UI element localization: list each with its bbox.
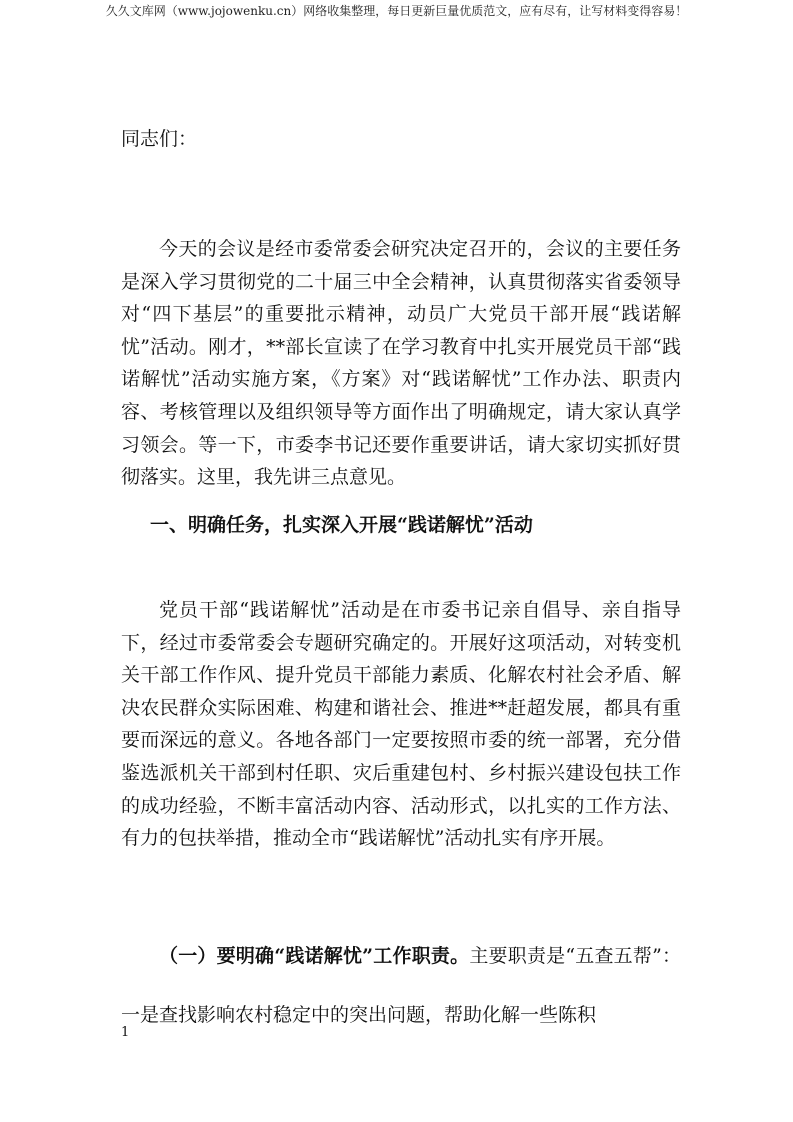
section-heading-1: 一、明确任务，扎实深入开展“践诺解忧”活动 bbox=[150, 514, 533, 536]
salutation: 同志们： bbox=[121, 128, 198, 150]
subsection-body: 主要职责是“五查五帮”：一是查找影响农村稳定中的突出问题，帮助化解一些陈积 bbox=[121, 945, 681, 1026]
subsection-paragraph bbox=[121, 927, 681, 1045]
subsection-title: （一）要明确“践诺解忧”工作职责。 bbox=[159, 945, 470, 967]
page-number: 1 bbox=[121, 1025, 130, 1040]
document-header: 久久文库网（www.jojowenku.cn）网络收集整理，每日更新巨量优质范文，应有尽有，让写材料变得容易！ bbox=[105, 4, 688, 18]
section1-paragraph: 党员干部“践诺解忧”活动是在市委书记亲自倡导、亲自指导下，经过市委常委会专题研究确定的。开展好这项活动，对转变机关干部工作作风、提升党员干部能力素质、化解农村社会矛盾、解决农民群众实际困难、构建和谐社会、推进**赶超发展，都具有重要而深远的意义。各地各部门一定要按照市委的统一部署，充分借鉴选派机关干部到村任职、灾后重建包村、乡村振兴建设包扶工作的成功经验，不断丰富活动内容、活动形式，以扎实的工作方法、有力的包扶举措，推动全市“践诺解忧”活动扎实有序开展。 bbox=[121, 599, 681, 850]
intro-paragraph: 今天的会议是经市委常委会研究决定召开的，会议的主要任务是深入学习贯彻党的二十届三中全会精神，认真贯彻落实省委领导对“四下基层”的重要批示精神，动员广大党员干部开展“践诺解忧”活动。刚才，**部长宣读了在学习教育中扎实开展党员干部“践诺解忧”活动实施方案，《方案》对“践诺解忧”工作办法、职责内容、考核管理以及组织领导等方面作出了明确规定，请大家认真学习领会。等一下，市委李书记还要作重要讲话，请大家切实抓好贯彻落实。这里，我先讲三点意见。 bbox=[121, 238, 681, 489]
